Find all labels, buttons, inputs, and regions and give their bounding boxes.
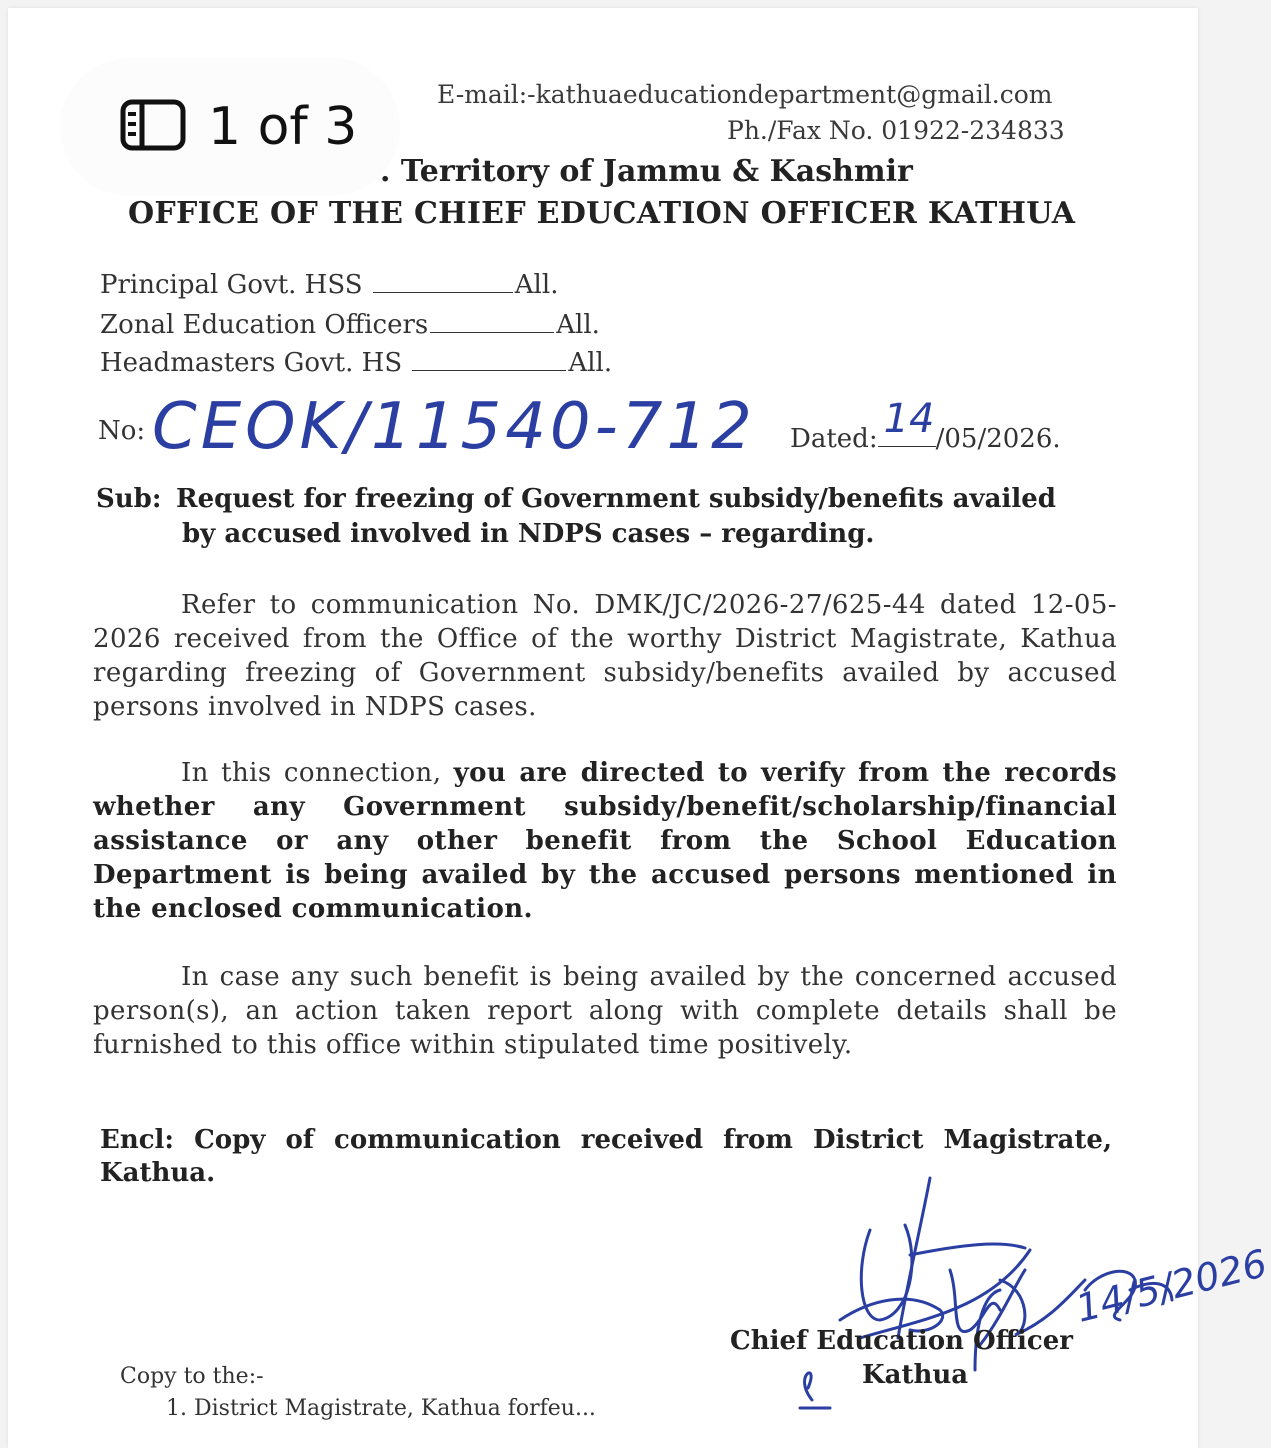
body-paragraph-3: [93, 960, 1117, 1062]
enclosure-note: Encl: Copy of communication received from District Magistrate, Kathua.: [100, 1125, 1112, 1188]
blank-line: [412, 369, 566, 371]
addressee-suffix: All.: [556, 310, 600, 340]
addressee-name: Headmasters Govt. HS: [100, 348, 403, 378]
addressee-line: [100, 310, 600, 340]
paragraph-2-prefix: In this connection,: [181, 758, 454, 788]
paragraph-text: Refer to communication No. DMK/JC/2026-27/625-44 dated 12-05-2026 received from the Office of the worthy District Magistrate, Kathua regarding freezing of Government subsidy/benefits availed by accused persons involved in NDPS cases.: [93, 590, 1117, 722]
paragraph-text: In case any such benefit is being availed by the concerned accused person(s), an action taken report along with complete details shall be furnished to this office within stipulated time positively.: [93, 962, 1117, 1060]
paragraph-text: [93, 756, 1117, 926]
dated-line: [790, 396, 1061, 454]
blank-line: [430, 331, 554, 333]
addressee-line: [100, 270, 558, 300]
signatory-place: Kathua: [862, 1360, 969, 1390]
dated-rest: /05/2026.: [935, 424, 1061, 454]
dated-label: Dated:: [790, 424, 878, 454]
blank-line: [373, 291, 513, 293]
subject-label: Sub:: [96, 484, 162, 514]
addressee-name: Zonal Education Officers: [100, 310, 429, 340]
addressee-name: Principal Govt. HSS: [100, 270, 363, 300]
subject-line-2: by accused involved in NDPS cases – regarding.: [182, 519, 875, 549]
subject-line-1: Request for freezing of Government subsidy/benefits availed: [176, 484, 1056, 514]
copy-to-item: 1. District Magistrate, Kathua forfeu...: [166, 1396, 596, 1421]
handwritten-reference-number: CEOK/11540-712: [152, 390, 756, 464]
page-counter: 1 of 3: [208, 97, 358, 157]
handwritten-day: 14: [883, 396, 935, 442]
body-paragraph-1: [93, 588, 1117, 724]
header-email: E-mail:-kathuaeducationdepartment@gmail.com: [437, 80, 1053, 109]
reference-no-label: No:: [98, 416, 146, 446]
header-office: OFFICE OF THE CHIEF EDUCATION OFFICER KATHUA: [128, 196, 1076, 231]
header-phone: Ph./Fax No. 01922-234833: [727, 116, 1065, 145]
addressee-line: [100, 348, 612, 378]
paragraph-2-bold: you are directed to verify from the records whether any Government subsidy/benefit/scholarship/financial assistance or any other benefit from the School Education Department is being availed by the accused persons mentioned in the enclosed communication.: [93, 758, 1117, 924]
page-view-icon: [120, 99, 186, 155]
body-paragraph-2: [93, 756, 1117, 926]
subject-block: [96, 482, 1116, 552]
signatory-title: Chief Education Officer: [730, 1326, 1073, 1356]
page-indicator[interactable]: [60, 58, 400, 196]
header-territory: . Territory of Jammu & Kashmir: [380, 154, 913, 189]
dated-day-blank: [878, 396, 936, 447]
addressee-suffix: All.: [568, 348, 613, 378]
copy-to-label: Copy to the:-: [120, 1364, 264, 1389]
addressee-suffix: All.: [514, 270, 559, 300]
handwritten-signature-date: 14/5/2026: [1071, 1241, 1271, 1331]
